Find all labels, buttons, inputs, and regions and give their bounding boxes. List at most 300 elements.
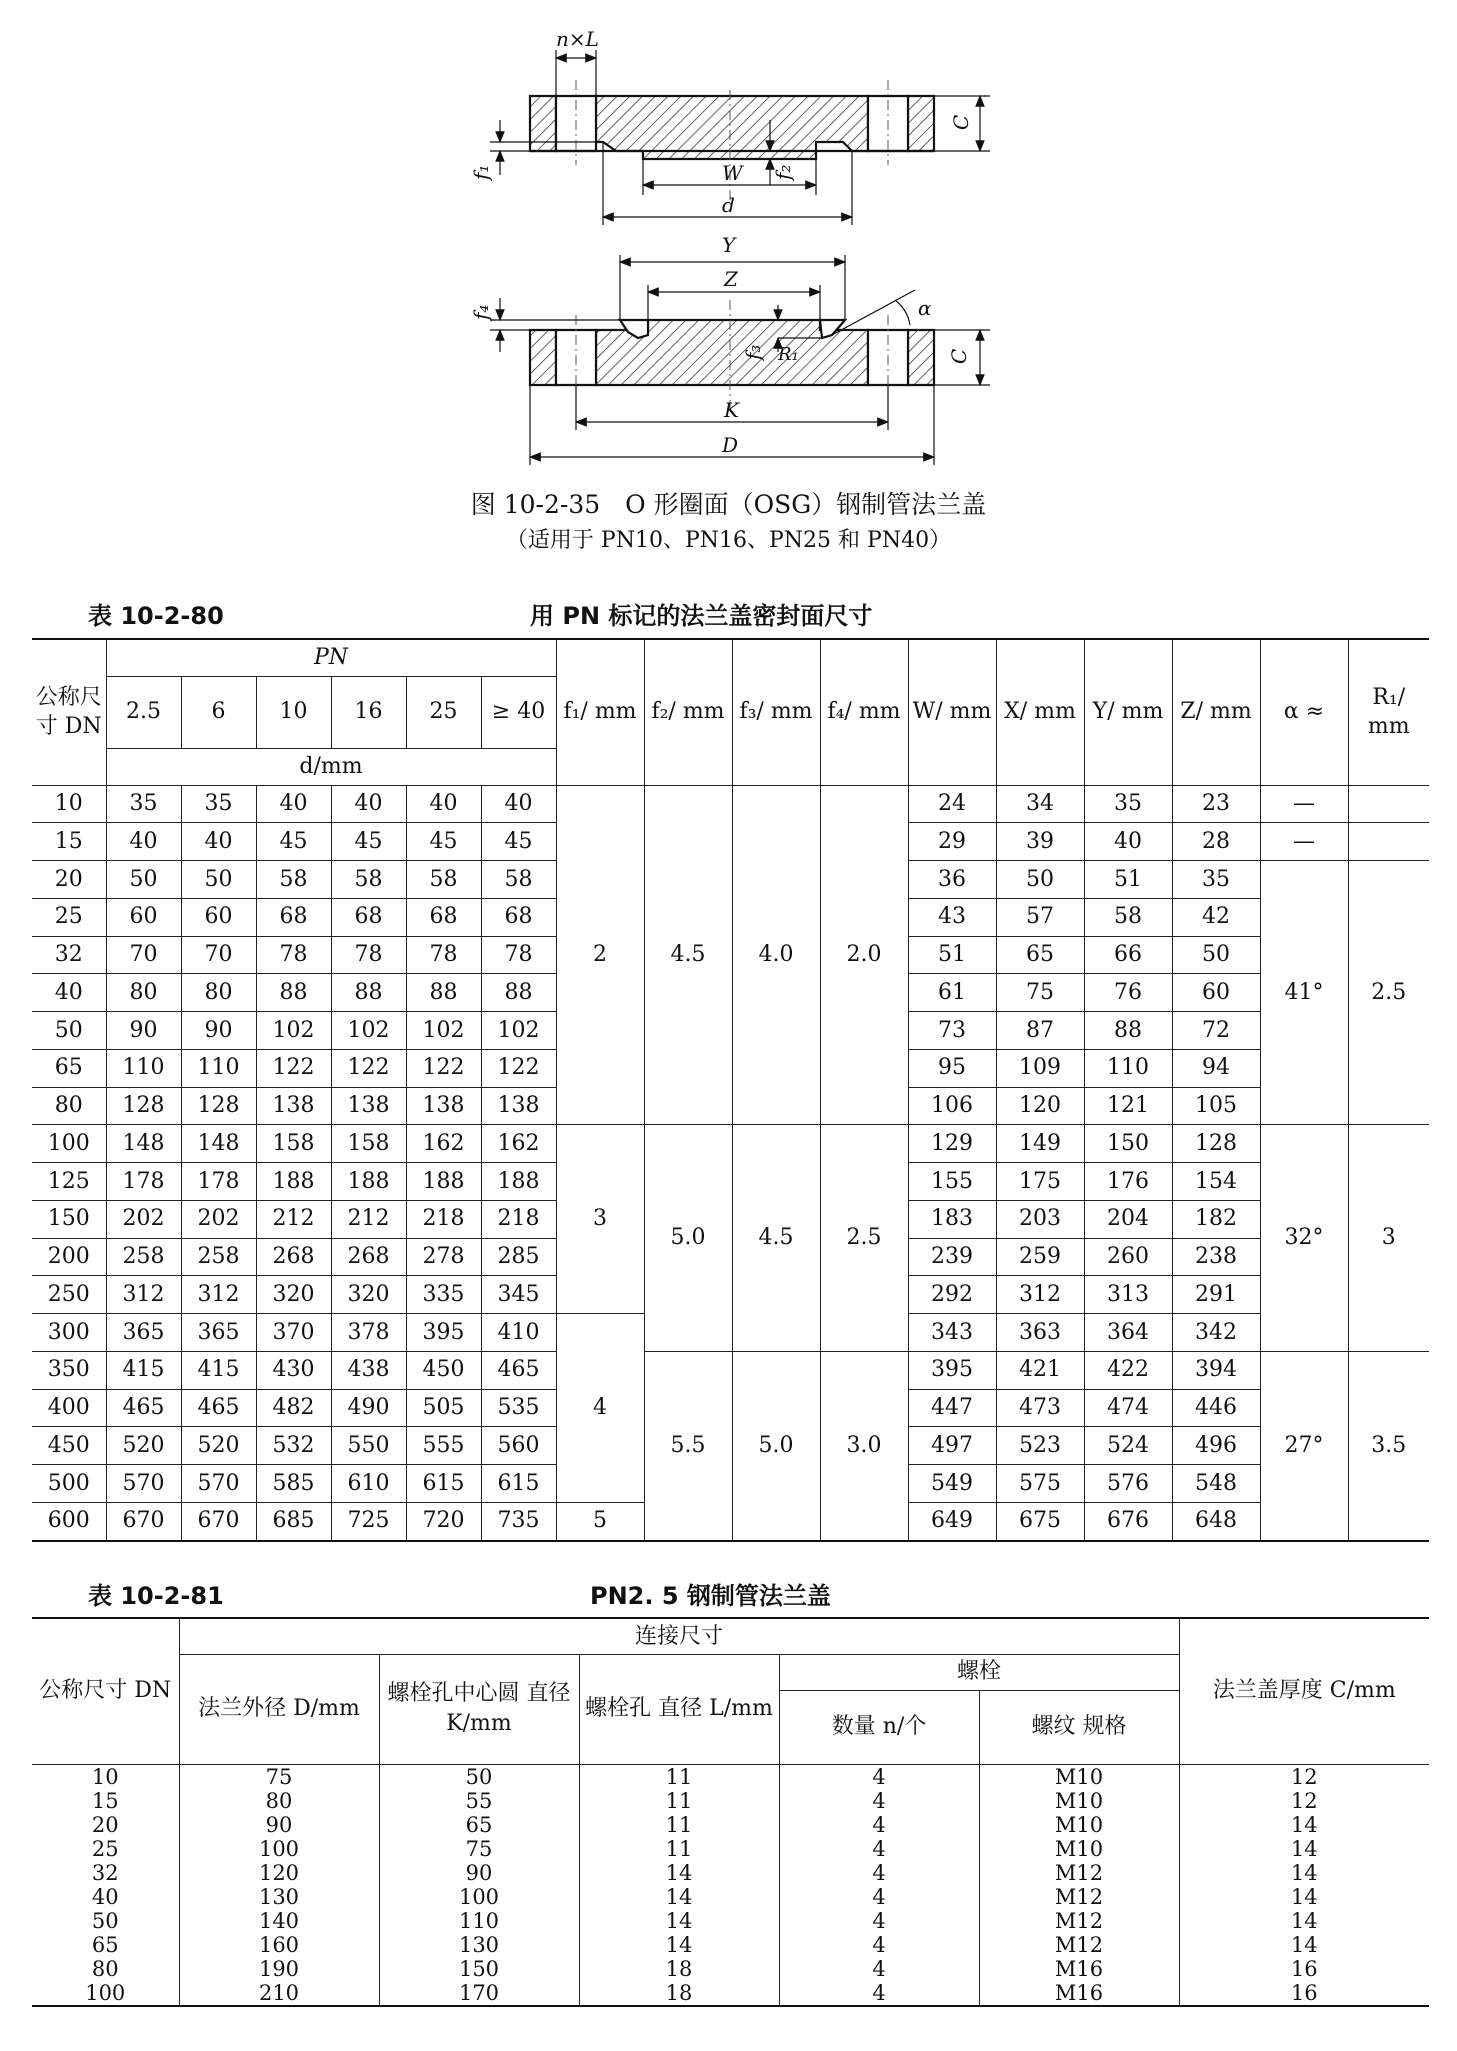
w-cell: 24 (908, 785, 996, 823)
n-cell: 4 (779, 1957, 979, 1981)
header-pn-value: 25 (406, 676, 481, 748)
w-cell: 43 (908, 898, 996, 936)
z-cell: 496 (1172, 1427, 1260, 1465)
d-cell: 188 (331, 1163, 406, 1201)
d-cell: 570 (106, 1465, 181, 1503)
n-cell: 4 (779, 1981, 979, 2006)
l-cell: 11 (579, 1764, 779, 1789)
l-cell: 11 (579, 1837, 779, 1861)
z-cell: 342 (1172, 1314, 1260, 1352)
header-r1: R₁/ mm (1348, 639, 1429, 785)
dn-cell: 32 (32, 936, 106, 974)
y-cell: 576 (1084, 1465, 1172, 1503)
w-cell: 183 (908, 1200, 996, 1238)
top-flange-section (530, 96, 934, 159)
d-cell: 212 (256, 1200, 331, 1238)
d-cell: 68 (406, 898, 481, 936)
d-cell: 162 (406, 1125, 481, 1163)
d-cell: 505 (406, 1389, 481, 1427)
d-cell: 725 (331, 1502, 406, 1540)
y-cell: 260 (1084, 1238, 1172, 1276)
d-cell: 148 (106, 1125, 181, 1163)
y-cell: 364 (1084, 1314, 1172, 1352)
dn-cell: 80 (32, 1087, 106, 1125)
d-cell: 35 (106, 785, 181, 823)
dn-cell: 250 (32, 1276, 106, 1314)
z-cell: 648 (1172, 1502, 1260, 1540)
d-cell: 78 (481, 936, 556, 974)
d-cell: 128 (181, 1087, 256, 1125)
x-cell: 312 (996, 1276, 1084, 1314)
label-r1: R₁ (778, 344, 799, 365)
header-k: 螺栓孔中心圆 直径 K/mm (379, 1654, 579, 1764)
dn-cell: 350 (32, 1351, 106, 1389)
y-cell: 121 (1084, 1087, 1172, 1125)
f3-cell: 4.0 (732, 785, 820, 1125)
c-cell: 16 (1179, 1957, 1429, 1981)
w-cell: 649 (908, 1502, 996, 1540)
label-y: Y (722, 233, 736, 257)
thread-cell: M16 (979, 1981, 1179, 2006)
d-cell: 102 (256, 1012, 331, 1050)
alpha-cell: — (1260, 785, 1348, 823)
d-cell: 60 (181, 898, 256, 936)
d-cell: 465 (106, 1389, 181, 1427)
x-cell: 363 (996, 1314, 1084, 1352)
c-cell: 12 (1179, 1789, 1429, 1813)
x-cell: 34 (996, 785, 1084, 823)
f2-cell: 5.5 (644, 1351, 732, 1540)
bottom-flange-section (530, 320, 934, 385)
d-cell: 102 (481, 1012, 556, 1050)
c-cell: 12 (1179, 1764, 1429, 1789)
l-cell: 14 (579, 1909, 779, 1933)
n-cell: 4 (779, 1909, 979, 1933)
d-cell: 378 (331, 1314, 406, 1352)
d-cell: 535 (481, 1389, 556, 1427)
thread-cell: M12 (979, 1885, 1179, 1909)
c-cell: 14 (1179, 1885, 1429, 1909)
dn-cell: 100 (32, 1981, 179, 2006)
d-cell: 148 (181, 1125, 256, 1163)
dn-cell: 150 (32, 1200, 106, 1238)
d-cell: 410 (481, 1314, 556, 1352)
label-z: Z (724, 267, 738, 291)
dn-cell: 25 (32, 898, 106, 936)
f3-cell: 5.0 (732, 1351, 820, 1540)
d-cell: 78 (331, 936, 406, 974)
y-cell: 176 (1084, 1163, 1172, 1201)
w-cell: 106 (908, 1087, 996, 1125)
k-cell: 55 (379, 1789, 579, 1813)
k-cell: 50 (379, 1764, 579, 1789)
alpha-cell: 32° (1260, 1125, 1348, 1352)
d-cell: 60 (106, 898, 181, 936)
dn-cell: 32 (32, 1861, 179, 1885)
d-cell: 122 (406, 1049, 481, 1087)
header-y: Y/ mm (1084, 639, 1172, 785)
y-cell: 676 (1084, 1502, 1172, 1540)
d-cell: 120 (179, 1861, 379, 1885)
d-cell: 615 (481, 1465, 556, 1503)
d-cell: 218 (481, 1200, 556, 1238)
z-cell: 50 (1172, 936, 1260, 974)
c-cell: 14 (1179, 1933, 1429, 1957)
label-d: d (722, 193, 735, 217)
d-cell: 90 (181, 1012, 256, 1050)
y-cell: 88 (1084, 1012, 1172, 1050)
c-cell: 14 (1179, 1861, 1429, 1885)
dn-cell: 450 (32, 1427, 106, 1465)
d-cell: 685 (256, 1502, 331, 1540)
header-pn-value: 10 (256, 676, 331, 748)
f2-cell: 4.5 (644, 785, 732, 1125)
y-cell: 66 (1084, 936, 1172, 974)
d-cell: 45 (406, 823, 481, 861)
f2-cell: 5.0 (644, 1125, 732, 1352)
table-row (32, 1861, 1429, 1885)
y-cell: 40 (1084, 823, 1172, 861)
d-cell: 138 (256, 1087, 331, 1125)
table81 (32, 1617, 1429, 2007)
d-cell: 312 (106, 1276, 181, 1314)
n-cell: 4 (779, 1933, 979, 1957)
x-cell: 523 (996, 1427, 1084, 1465)
thread-cell: M10 (979, 1813, 1179, 1837)
header-alpha: α ≈ (1260, 639, 1348, 785)
z-cell: 182 (1172, 1200, 1260, 1238)
d-cell: 365 (181, 1314, 256, 1352)
dn-cell: 50 (32, 1012, 106, 1050)
label-nxl: n×L (556, 27, 599, 51)
table-row (32, 1351, 1429, 1389)
z-cell: 154 (1172, 1163, 1260, 1201)
l-cell: 14 (579, 1933, 779, 1957)
l-cell: 11 (579, 1789, 779, 1813)
dn-cell: 125 (32, 1163, 106, 1201)
header-x: X/ mm (996, 639, 1084, 785)
k-cell: 100 (379, 1885, 579, 1909)
header-f2: f₂/ mm (644, 639, 732, 785)
x-cell: 57 (996, 898, 1084, 936)
d-cell: 40 (406, 785, 481, 823)
z-cell: 238 (1172, 1238, 1260, 1276)
table-row (32, 1764, 1429, 1789)
z-cell: 28 (1172, 823, 1260, 861)
d-cell: 110 (181, 1049, 256, 1087)
d-cell: 550 (331, 1427, 406, 1465)
w-cell: 51 (908, 936, 996, 974)
header-d-unit: d/mm (106, 748, 556, 785)
d-cell: 162 (481, 1125, 556, 1163)
figure-caption: 图 10-2-35 O 形圈面（OSG）钢制管法兰盖 (470, 490, 987, 519)
dn-cell: 100 (32, 1125, 106, 1163)
w-cell: 292 (908, 1276, 996, 1314)
d-cell: 78 (256, 936, 331, 974)
table-row (32, 785, 1429, 823)
d-cell: 268 (256, 1238, 331, 1276)
dn-cell: 10 (32, 1764, 179, 1789)
y-cell: 58 (1084, 898, 1172, 936)
thread-cell: M10 (979, 1764, 1179, 1789)
d-cell: 138 (406, 1087, 481, 1125)
z-cell: 42 (1172, 898, 1260, 936)
x-cell: 473 (996, 1389, 1084, 1427)
d-cell: 345 (481, 1276, 556, 1314)
w-cell: 29 (908, 823, 996, 861)
d-cell: 202 (181, 1200, 256, 1238)
header-z: Z/ mm (1172, 639, 1260, 785)
header-d-outer: 法兰外径 D/mm (179, 1654, 379, 1764)
f1-cell: 5 (556, 1502, 644, 1540)
d-cell: 285 (481, 1238, 556, 1276)
f3-cell: 4.5 (732, 1125, 820, 1352)
c-cell: 14 (1179, 1909, 1429, 1933)
d-cell: 158 (331, 1125, 406, 1163)
l-cell: 14 (579, 1885, 779, 1909)
k-cell: 110 (379, 1909, 579, 1933)
d-cell: 160 (179, 1933, 379, 1957)
label-alpha: α (918, 296, 932, 320)
y-cell: 76 (1084, 974, 1172, 1012)
d-cell: 320 (331, 1276, 406, 1314)
table81-number: 表 10-2-81 (88, 1582, 224, 1610)
y-cell: 204 (1084, 1200, 1172, 1238)
f4-cell: 2.5 (820, 1125, 908, 1352)
x-cell: 203 (996, 1200, 1084, 1238)
y-cell: 150 (1084, 1125, 1172, 1163)
k-cell: 90 (379, 1861, 579, 1885)
d-cell: 520 (181, 1427, 256, 1465)
d-cell: 178 (106, 1163, 181, 1201)
w-cell: 447 (908, 1389, 996, 1427)
d-cell: 212 (331, 1200, 406, 1238)
d-cell: 45 (256, 823, 331, 861)
d-cell: 102 (406, 1012, 481, 1050)
d-cell: 258 (181, 1238, 256, 1276)
z-cell: 128 (1172, 1125, 1260, 1163)
d-cell: 438 (331, 1351, 406, 1389)
header-f3: f₃/ mm (732, 639, 820, 785)
header-l: 螺栓孔 直径 L/mm (579, 1654, 779, 1764)
header-w: W/ mm (908, 639, 996, 785)
table-row (32, 1885, 1429, 1909)
w-cell: 395 (908, 1351, 996, 1389)
header-thread: 螺纹 规格 (979, 1690, 1179, 1764)
header-bolt: 螺栓 (779, 1654, 1179, 1690)
d-cell: 670 (181, 1502, 256, 1540)
header-pn-value: 2.5 (106, 676, 181, 748)
dn-cell: 600 (32, 1502, 106, 1540)
d-cell: 532 (256, 1427, 331, 1465)
dn-cell: 40 (32, 974, 106, 1012)
l-cell: 18 (579, 1957, 779, 1981)
dn-cell: 65 (32, 1049, 106, 1087)
d-cell: 102 (331, 1012, 406, 1050)
d-cell: 430 (256, 1351, 331, 1389)
z-cell: 23 (1172, 785, 1260, 823)
table-row (32, 1789, 1429, 1813)
d-cell: 45 (481, 823, 556, 861)
thread-cell: M12 (979, 1909, 1179, 1933)
d-cell: 610 (331, 1465, 406, 1503)
d-cell: 45 (331, 823, 406, 861)
table80-body (32, 785, 1429, 1541)
d-cell: 670 (106, 1502, 181, 1540)
dn-cell: 15 (32, 1789, 179, 1813)
y-cell: 524 (1084, 1427, 1172, 1465)
n-cell: 4 (779, 1885, 979, 1909)
header-conn: 连接尺寸 (179, 1618, 1179, 1654)
d-cell: 585 (256, 1465, 331, 1503)
header-pn-value: ≥ 40 (481, 676, 556, 748)
x-cell: 259 (996, 1238, 1084, 1276)
x-cell: 50 (996, 861, 1084, 899)
k-cell: 75 (379, 1837, 579, 1861)
x-cell: 87 (996, 1012, 1084, 1050)
table-row (32, 1933, 1429, 1957)
d-cell: 78 (406, 936, 481, 974)
dn-cell: 200 (32, 1238, 106, 1276)
alpha-cell: 41° (1260, 861, 1348, 1125)
header-f4: f₄/ mm (820, 639, 908, 785)
d-cell: 122 (481, 1049, 556, 1087)
dn-cell: 300 (32, 1314, 106, 1352)
y-cell: 35 (1084, 785, 1172, 823)
y-cell: 422 (1084, 1351, 1172, 1389)
n-cell: 4 (779, 1861, 979, 1885)
d-cell: 138 (331, 1087, 406, 1125)
r1-cell: 2.5 (1348, 861, 1429, 1125)
d-cell: 68 (331, 898, 406, 936)
flange-cover-drawing (0, 0, 1457, 560)
d-cell: 370 (256, 1314, 331, 1352)
d-cell: 110 (106, 1049, 181, 1087)
d-cell: 80 (106, 974, 181, 1012)
z-cell: 94 (1172, 1049, 1260, 1087)
label-f3: f₃ (741, 344, 765, 360)
d-cell: 218 (406, 1200, 481, 1238)
d-cell: 88 (481, 974, 556, 1012)
d-cell: 490 (331, 1389, 406, 1427)
d-cell: 122 (331, 1049, 406, 1087)
d-cell: 268 (331, 1238, 406, 1276)
x-cell: 109 (996, 1049, 1084, 1087)
d-cell: 140 (179, 1909, 379, 1933)
label-w: W (722, 161, 743, 185)
y-cell: 474 (1084, 1389, 1172, 1427)
f1-cell: 3 (556, 1125, 644, 1314)
d-cell: 188 (406, 1163, 481, 1201)
c-cell: 14 (1179, 1813, 1429, 1837)
x-cell: 75 (996, 974, 1084, 1012)
d-cell: 258 (106, 1238, 181, 1276)
label-f1: f₁ (469, 164, 493, 180)
d-cell: 312 (181, 1276, 256, 1314)
header-c: 法兰盖厚度 C/mm (1179, 1618, 1429, 1764)
table-row (32, 1957, 1429, 1981)
d-cell: 465 (181, 1389, 256, 1427)
alpha-cell: 27° (1260, 1351, 1348, 1540)
d-cell: 88 (256, 974, 331, 1012)
r1-cell (1348, 785, 1429, 823)
dn-cell: 50 (32, 1909, 179, 1933)
w-cell: 95 (908, 1049, 996, 1087)
z-cell: 105 (1172, 1087, 1260, 1125)
d-cell: 75 (179, 1764, 379, 1789)
header-pn-value: 6 (181, 676, 256, 748)
w-cell: 61 (908, 974, 996, 1012)
d-cell: 202 (106, 1200, 181, 1238)
table80-number: 表 10-2-80 (88, 602, 224, 630)
d-cell: 90 (179, 1813, 379, 1837)
d-cell: 50 (106, 861, 181, 899)
w-cell: 155 (908, 1163, 996, 1201)
d-cell: 138 (481, 1087, 556, 1125)
y-cell: 313 (1084, 1276, 1172, 1314)
k-cell: 170 (379, 1981, 579, 2006)
d-cell: 40 (331, 785, 406, 823)
l-cell: 14 (579, 1861, 779, 1885)
d-cell: 188 (256, 1163, 331, 1201)
f4-cell: 2.0 (820, 785, 908, 1125)
d-cell: 58 (481, 861, 556, 899)
label-dd: D (722, 433, 739, 457)
d-cell: 570 (181, 1465, 256, 1503)
label-k: K (724, 398, 739, 422)
y-cell: 51 (1084, 861, 1172, 899)
d-cell: 555 (406, 1427, 481, 1465)
l-cell: 18 (579, 1981, 779, 2006)
x-cell: 149 (996, 1125, 1084, 1163)
c-cell: 14 (1179, 1837, 1429, 1861)
table80-title: 用 PN 标记的法兰盖密封面尺寸 (530, 602, 873, 630)
r1-cell: 3.5 (1348, 1351, 1429, 1540)
d-cell: 395 (406, 1314, 481, 1352)
d-cell: 560 (481, 1427, 556, 1465)
dn-cell: 15 (32, 823, 106, 861)
header-pn: PN (106, 639, 556, 676)
c-cell: 16 (1179, 1981, 1429, 2006)
w-cell: 36 (908, 861, 996, 899)
w-cell: 73 (908, 1012, 996, 1050)
w-cell: 549 (908, 1465, 996, 1503)
z-cell: 394 (1172, 1351, 1260, 1389)
table-row (32, 1813, 1429, 1837)
header-dn: 公称尺寸 DN (32, 639, 106, 785)
d-cell: 40 (106, 823, 181, 861)
d-cell: 90 (106, 1012, 181, 1050)
figure-subcaption: （适用于 PN10、PN16、PN25 和 PN40） (505, 528, 952, 553)
alpha-cell: — (1260, 823, 1348, 861)
d-cell: 520 (106, 1427, 181, 1465)
dn-cell: 20 (32, 861, 106, 899)
d-cell: 128 (106, 1087, 181, 1125)
dn-cell: 65 (32, 1933, 179, 1957)
d-cell: 365 (106, 1314, 181, 1352)
w-cell: 239 (908, 1238, 996, 1276)
d-cell: 415 (181, 1351, 256, 1389)
table81-title: PN2. 5 钢制管法兰盖 (590, 1582, 831, 1610)
x-cell: 65 (996, 936, 1084, 974)
z-cell: 72 (1172, 1012, 1260, 1050)
d-cell: 88 (331, 974, 406, 1012)
r1-cell: 3 (1348, 1125, 1429, 1352)
thread-cell: M10 (979, 1789, 1179, 1813)
w-cell: 343 (908, 1314, 996, 1352)
z-cell: 291 (1172, 1276, 1260, 1314)
d-cell: 450 (406, 1351, 481, 1389)
